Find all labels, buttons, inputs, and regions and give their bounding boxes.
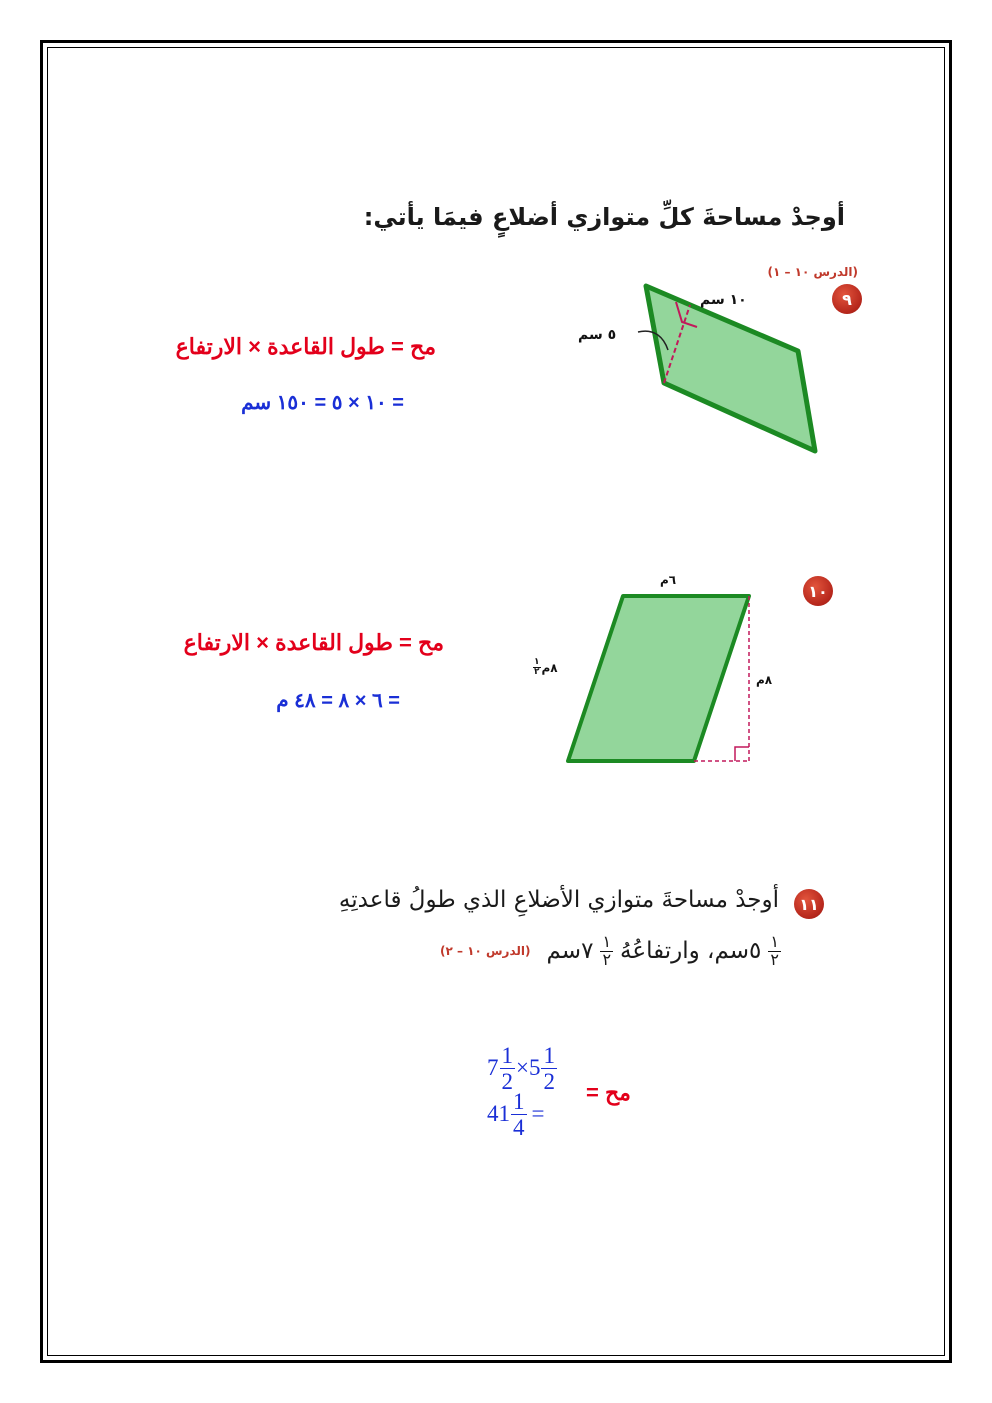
- den-3: 4: [513, 1114, 525, 1140]
- problem-11-base-text: ٥سم، وارتفاعُهُ: [620, 938, 762, 964]
- parallelogram-shape-10: [568, 596, 749, 761]
- side-label-10: [532, 658, 558, 677]
- height-label-10: ٨م: [756, 673, 773, 687]
- parallelogram-figure-10: [555, 585, 773, 775]
- problem-11-line1: أوجدْ مساحةَ متوازي الأضلاعِ الذي طولُ قاعدتِهِ: [338, 887, 779, 913]
- base-fraction: [768, 934, 781, 968]
- page-border-inner: [47, 47, 945, 1356]
- solution-row-2: [487, 1088, 558, 1140]
- whole-7: 7: [487, 1055, 499, 1080]
- solution-row-1: [487, 1042, 558, 1094]
- exercise-instruction: أوجدْ مساحةَ كلِّ متوازي أضلاعٍ فيمَا يأتي:: [363, 203, 845, 231]
- top-label-10: ٦م: [660, 573, 677, 587]
- height-frac-num: ١: [602, 932, 612, 951]
- problem-9-badge: ٩: [832, 284, 862, 314]
- lesson-reference-2: (الدرس ١٠ – ٢): [439, 944, 531, 958]
- solution-formula-9: مح = طول القاعدة × الارتفاع: [175, 334, 436, 359]
- den-1: 2: [501, 1068, 513, 1094]
- equals-sign: =: [531, 1101, 545, 1126]
- problem-11-height-text: ٧سم: [546, 938, 594, 964]
- times-sign: ×: [516, 1055, 529, 1080]
- frac-41-quarter: [511, 1090, 527, 1139]
- problem-11-badge: ١١: [794, 889, 824, 919]
- right-angle-mark-10: [735, 747, 749, 761]
- solution-calc-10: = ٦ × ٨ = ٤٨ م: [276, 690, 400, 712]
- height-frac-den: ٢: [602, 950, 612, 969]
- base-label-9: ١٠ سم: [700, 292, 747, 308]
- whole-41: 41: [487, 1101, 510, 1126]
- base-frac-den: ٢: [770, 950, 779, 969]
- lesson-reference-1: (الدرس ١٠ – ١): [767, 265, 858, 279]
- num-2: 1: [543, 1042, 555, 1068]
- frac-7-half: [500, 1044, 516, 1093]
- side-frac-den: ٢: [534, 667, 540, 677]
- problem-10-badge: ١٠: [803, 576, 833, 606]
- height-label-9: ٥ سم: [578, 327, 617, 343]
- solution-calc-9: = ١٠ × ٥ = ١٥٠ سم: [241, 392, 404, 414]
- num-1: 1: [501, 1042, 513, 1068]
- solution-formula-10: مح = طول القاعدة × الارتفاع: [183, 630, 444, 655]
- height-fraction: [600, 934, 613, 968]
- parallelogram-shape-9: [646, 286, 815, 451]
- problem-11-line2: [440, 934, 782, 968]
- side-label-10-text: ٨م: [541, 660, 558, 675]
- frac-5-half: [541, 1044, 557, 1093]
- side-label-10-fraction: [533, 658, 541, 677]
- den-2: 2: [543, 1068, 555, 1094]
- whole-5: 5: [528, 1055, 541, 1080]
- solution-math-11: [487, 1042, 558, 1140]
- num-3: 1: [513, 1088, 525, 1114]
- base-frac-num: ١: [770, 932, 779, 951]
- solution-label-11: مح =: [586, 1080, 631, 1105]
- side-frac-num: ١: [534, 657, 540, 667]
